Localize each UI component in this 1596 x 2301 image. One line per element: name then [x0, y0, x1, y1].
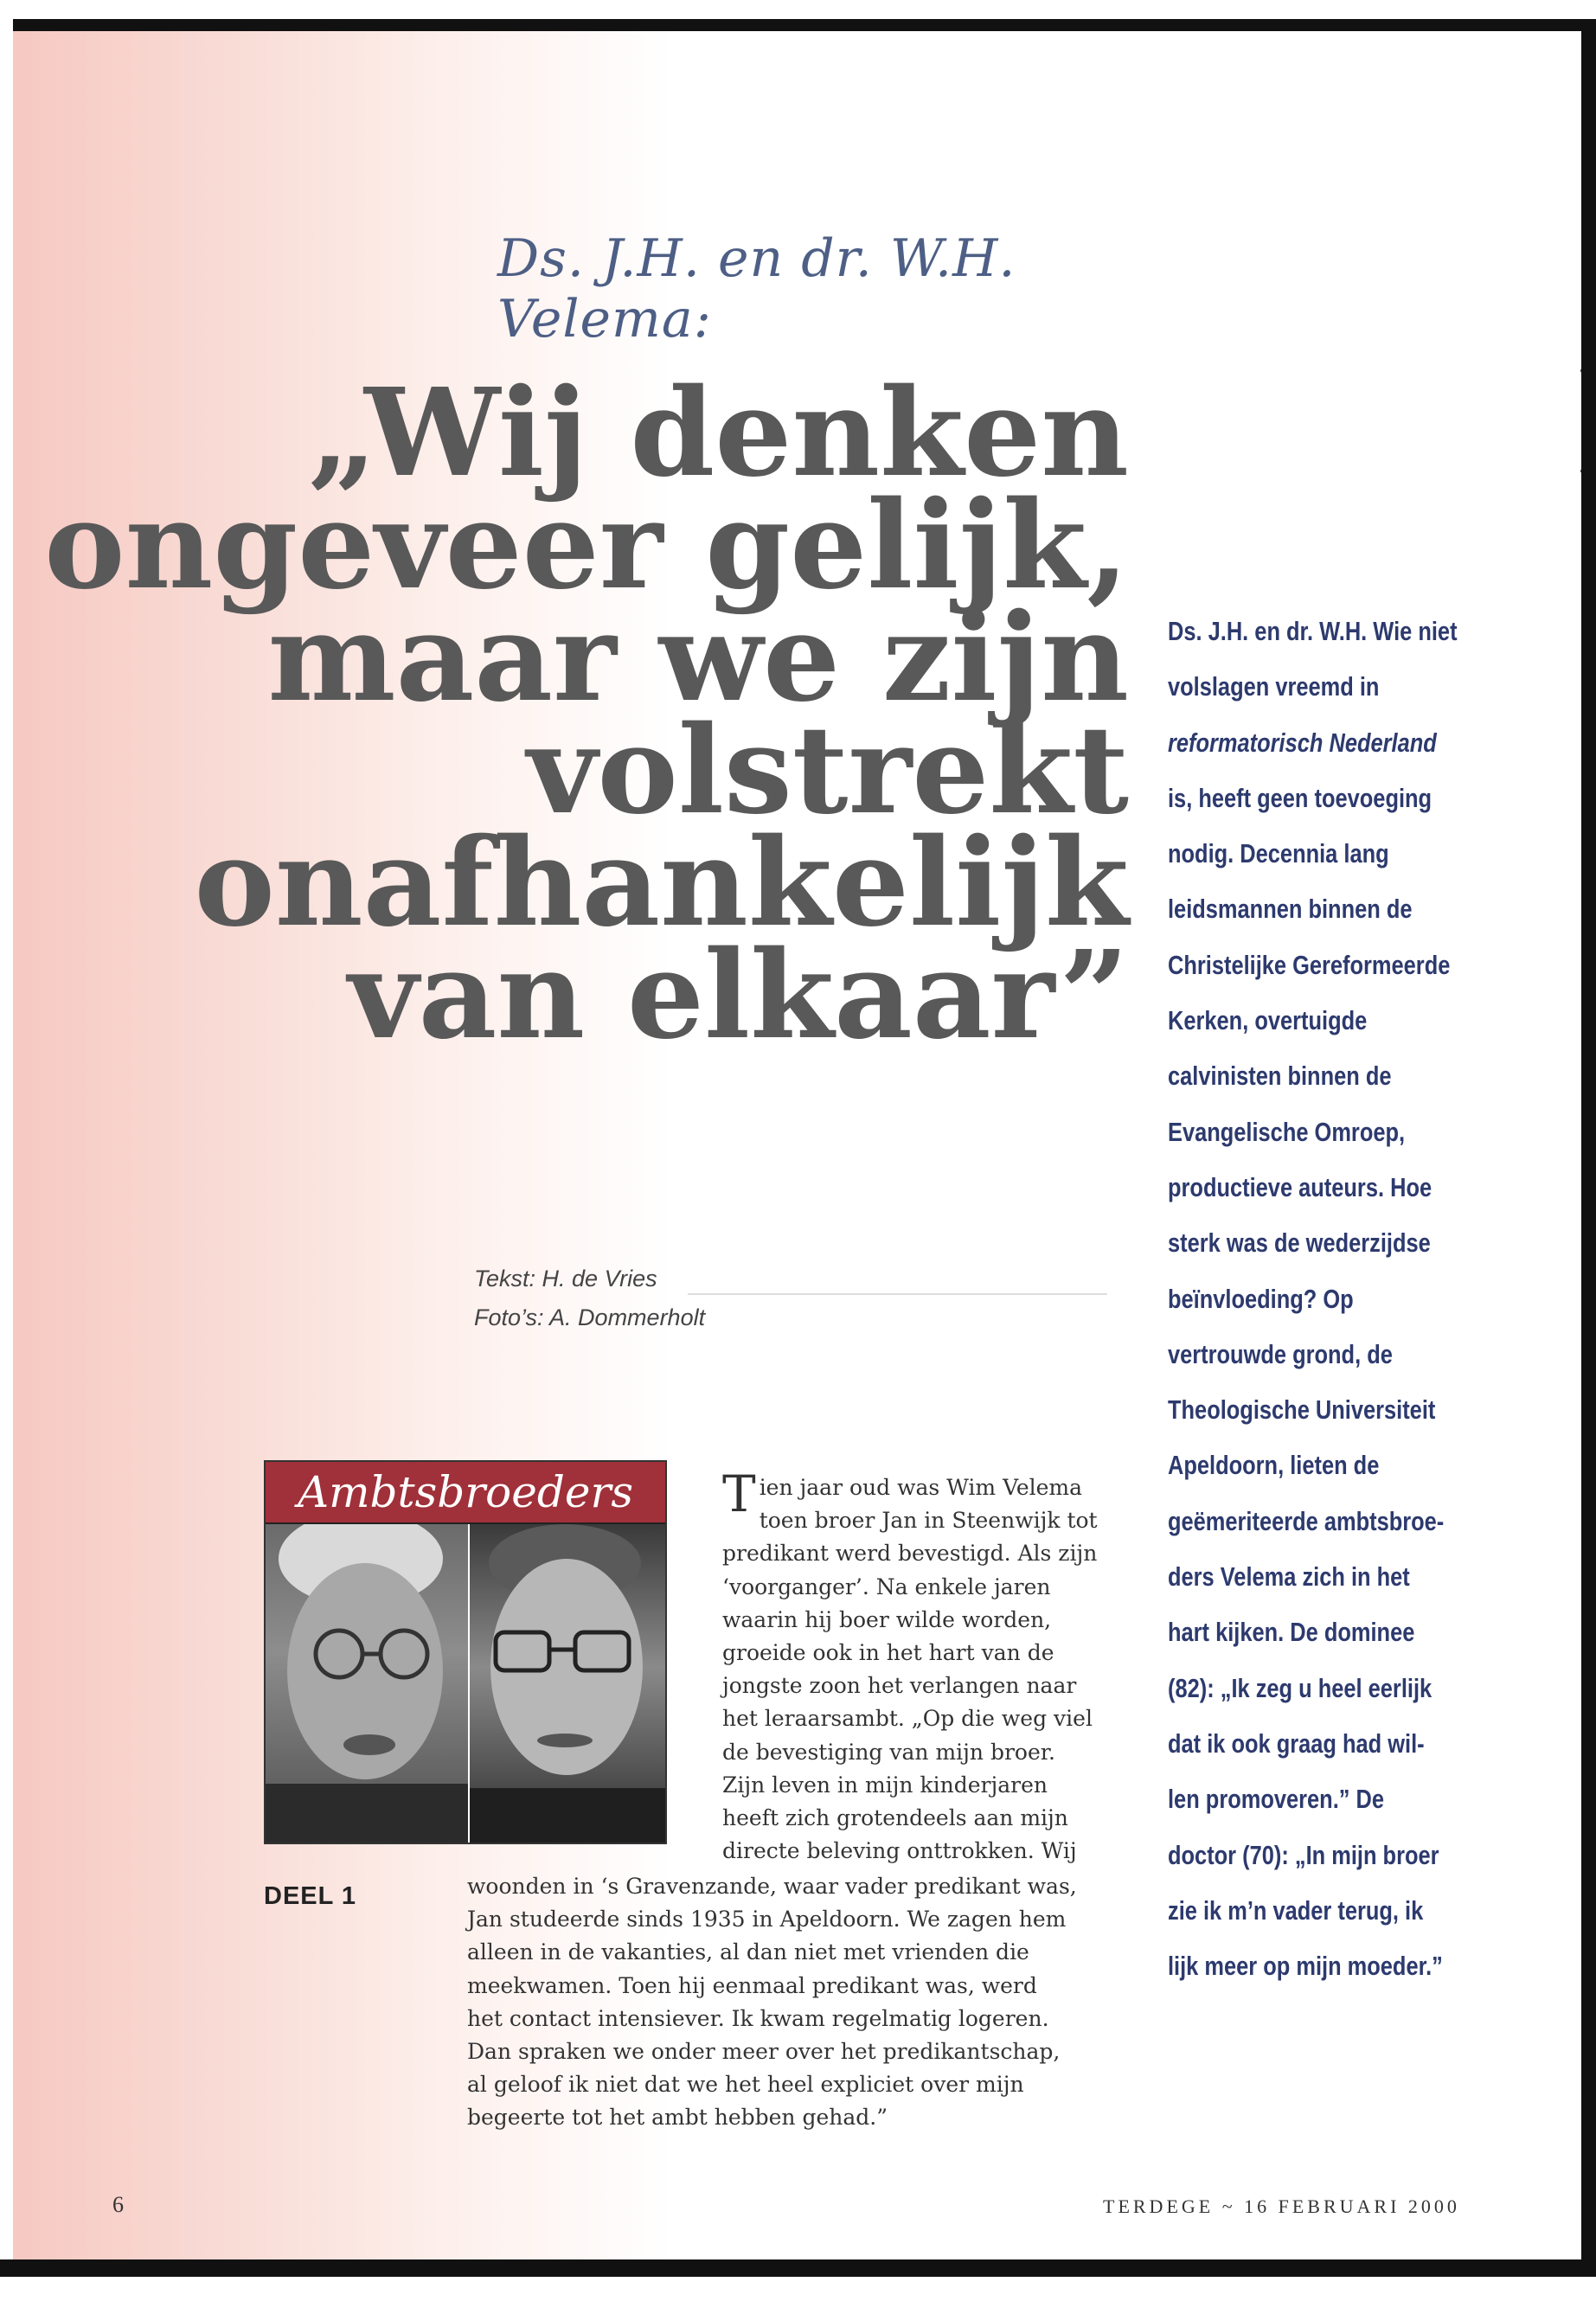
intro-line: vertrouwde grond, de	[1168, 1338, 1393, 1369]
margin-dot	[1580, 369, 1581, 373]
intro-line: Evangelische Omroep,	[1168, 1116, 1406, 1147]
margin-dot	[1580, 469, 1581, 473]
body-line: al geloof ik niet dat we het heel expliciet over mijn	[467, 2072, 1024, 2098]
body-line: toen broer Jan in Steenwijk tot	[759, 1508, 1098, 1534]
intro-line: Ds. J.H. en dr. W.H. Wie niet	[1168, 616, 1458, 646]
intro-line: hart kijken. De dominee	[1168, 1617, 1415, 1648]
series-label: Ambtsbroeders	[266, 1462, 665, 1522]
headline-line: „Wij denken	[307, 362, 1129, 504]
body-line: jongste zoon het verlangen naar	[722, 1673, 1077, 1699]
body-text-column-narrow	[722, 1465, 1138, 1868]
body-line: het leraarsambt. „Op die weg viel	[722, 1706, 1093, 1732]
intro-line: dat ik ook graag had wil-	[1168, 1727, 1425, 1759]
intro-line: Kerken, overtuigde	[1168, 1005, 1368, 1036]
intro-line: ders Velema zich in het	[1168, 1561, 1410, 1593]
series-box	[264, 1460, 667, 1844]
body-line: Zijn leven in mijn kinderjaren	[722, 1772, 1048, 1798]
body-line: groeide ook in het hart van de	[722, 1640, 1054, 1666]
headline-line: van elkaar”	[348, 925, 1129, 1067]
body-line: begeerte tot het ambt hebben gehad.”	[467, 2105, 888, 2131]
intro-line: nodig. Decennia lang	[1168, 838, 1389, 869]
intro-line: Theologische Universiteit	[1168, 1394, 1436, 1426]
intro-line: productieve auteurs. Hoe	[1168, 1171, 1433, 1202]
headline-line: ongeveer gelijk,	[44, 475, 1129, 617]
body-line: heeft zich grotendeels aan mijn	[722, 1805, 1068, 1831]
body-line: woonden in ‘s Gravenzande, waar vader predikant was,	[467, 1874, 1077, 1899]
page-number: 6	[112, 2192, 124, 2217]
body-line: Jan studeerde sinds 1935 in Apeldoorn. We zagen hem	[467, 1907, 1067, 1932]
intro-column	[1168, 604, 1458, 1994]
magazine-page	[13, 31, 1581, 2259]
intro-line: zie ik m’n vader terug, ik	[1168, 1894, 1424, 1926]
body-line: directe beleving onttrokken. Wij	[722, 1838, 1077, 1864]
portrait-photo-left	[266, 1524, 470, 1843]
headline-line: onafhankelijk	[194, 812, 1129, 954]
intro-line: volslagen vreemd in	[1168, 671, 1380, 702]
page-frame-bottom	[0, 2259, 1596, 2277]
page-frame-top	[13, 19, 1596, 31]
body-line: meekwamen. Toen hij eenmaal predikant was, werd	[467, 1972, 1037, 1998]
intro-line: sterk was de wederzijdse	[1168, 1227, 1431, 1259]
publication-footer: TERDEGE ~ 16 FEBRUARI 2000	[1103, 2195, 1460, 2217]
headline-line: volstrekt	[527, 700, 1129, 842]
intro-line: Christelijke Gereformeerde	[1168, 949, 1451, 980]
intro-line: beïnvloeding? Op	[1168, 1283, 1354, 1314]
intro-line: Apeldoorn, lieten de	[1168, 1450, 1380, 1481]
article-subtitle: Ds. J.H. en dr. W.H. Velema:	[497, 228, 1016, 349]
headline-line: maar we zijn	[267, 587, 1129, 729]
intro-line: geëmeriteerde ambtsbroe-	[1168, 1505, 1445, 1536]
intro-line: calvinisten binnen de	[1168, 1061, 1392, 1092]
page-frame-right	[1581, 19, 1596, 2277]
body-line: de bevestiging van mijn broer.	[722, 1739, 1055, 1765]
portrait-photo-right	[470, 1524, 665, 1843]
body-line: predikant werd bevestigd. Als zijn	[722, 1541, 1098, 1567]
intro-line: reformatorisch Nederland	[1168, 727, 1437, 758]
article-credits	[474, 1259, 705, 1337]
intro-line: len promoveren.” De	[1168, 1784, 1385, 1815]
credit-divider	[688, 1293, 1107, 1295]
intro-line: is, heeft geen toevoeging	[1168, 782, 1433, 813]
part-label: DEEL 1	[264, 1882, 357, 1910]
body-text-column-wide	[467, 1870, 1142, 2135]
intro-line: leidsmannen binnen de	[1168, 894, 1413, 925]
body-line: alleen in de vakanties, al dan niet met vrienden die	[467, 1939, 1029, 1965]
article-headline	[13, 362, 1129, 1067]
intro-line: (82): „Ik zeg u heel eerlijk	[1168, 1672, 1433, 1703]
intro-line: doctor (70): „In mijn broer	[1168, 1839, 1439, 1870]
body-line: ien jaar oud was Wim Velema	[759, 1475, 1083, 1500]
body-line: Dan spraken we onder meer over het predikantschap,	[467, 2039, 1061, 2065]
body-line: het contact intensiever. Ik kwam regelmatig logeren.	[467, 2005, 1049, 2031]
credit-text: Tekst: H. de Vries	[474, 1266, 657, 1292]
intro-line: lijk meer op mijn moeder.”	[1168, 1951, 1443, 1982]
body-line: waarin hij boer wilde worden,	[722, 1606, 1052, 1632]
body-line: ‘voorganger’. Na enkele jaren	[722, 1574, 1051, 1599]
drop-cap: T	[722, 1465, 756, 1523]
credit-photos: Foto’s: A. Dommerholt	[474, 1304, 706, 1330]
